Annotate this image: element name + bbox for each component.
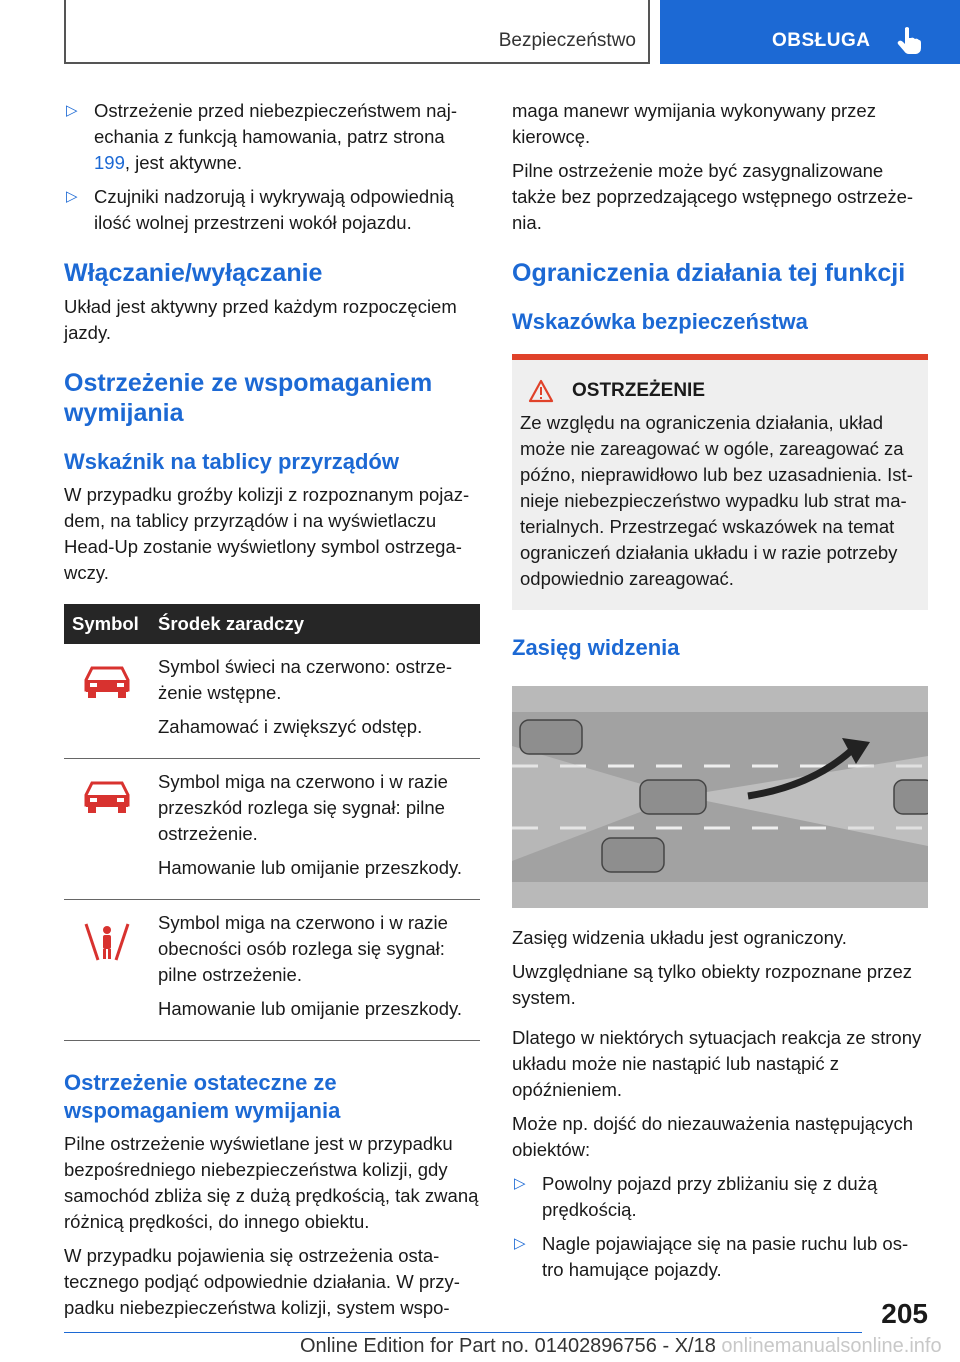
paragraph: Zasięg widzenia układu jest ograniczony.: [512, 927, 847, 948]
objects-list: [512, 1171, 928, 1283]
table-row: Symbol miga na czerwono i w razie przeszkód rozlega się sygnał: pilne ostrzeżenie. Hamowanie lub omijanie przeszkody.: [64, 759, 480, 900]
table-header-action: Środek zaradczy: [150, 604, 480, 644]
triangle-bullet-icon: ▷: [66, 188, 78, 205]
paragraph: Dlatego w niektórych sytuacjach reakcja ze strony układu może nie nastąpić lub nastąpić z opóźnieniem.: [512, 1027, 922, 1100]
heading-limits: Ograniczenia działania tej funkcji: [512, 259, 906, 287]
list-item: ▷ Ostrzeżenie przed niebezpieczeństwem naj-echania z funkcją hamowania, patrz strona 199, jest aktywne.: [66, 100, 457, 173]
heading-range: Zasięg widzenia: [512, 635, 680, 660]
warning-title: OSTRZEŻENIE: [572, 380, 706, 401]
header-rule-bottom: [64, 62, 650, 64]
paragraph: Może np. dojść do niezauważenia następujących obiektów:: [512, 1113, 914, 1160]
list-item: ▷ Nagle pojawiające się na pasie ruchu lub os-tro hamujące pojazdy.: [514, 1233, 909, 1280]
paragraph: Pilne ostrzeżenie może być zasygnalizowane także bez poprzedzającego wstępnego ostrzeże-nia.: [512, 160, 914, 233]
heading-indicator: Wskaźnik na tablicy przyrządów: [64, 449, 399, 474]
watermark: onlinemanualsonline.info: [721, 1335, 942, 1357]
page-link[interactable]: 199: [94, 152, 125, 173]
page-number: 205: [881, 1298, 928, 1329]
paragraph: Układ jest aktywny przed każdym rozpoczęciem jazdy.: [64, 296, 457, 343]
warning-text: Ze względu na ograniczenia działania, układ może nie zareagować w ogóle, zareagować za późno, nieprawidłowo lub bez uzasadnienia. Ist-nieje niebezpieczeństwo wypadku lub strat ma-terialnych. Przestrzegać wskazówek na temat ograniczeń działania układu i w razie potrzeby odpowiednio zareagować.: [520, 412, 913, 589]
heading-warning: Ostrzeżenie ze wspomaganiem wymijania: [64, 369, 433, 427]
triangle-bullet-icon: ▷: [514, 1235, 526, 1252]
header-rule-left: [64, 0, 66, 64]
tab-label: OBSŁUGA: [772, 30, 871, 51]
footer-edition: Online Edition for Part no. 01402896756 - X/18 onlinemanualsonline.info: [300, 1335, 942, 1357]
pedestrian-icon: [82, 920, 132, 964]
left-column: [64, 98, 484, 1329]
list-item: ▷ Powolny pojazd przy zbliżaniu się z dużą prędkością.: [514, 1173, 878, 1220]
warning-triangle-icon: [528, 379, 554, 403]
car-front-icon: [82, 664, 132, 700]
paragraph: Pilne ostrzeżenie wyświetlane jest w przypadku bezpośredniego niebezpieczeństwa kolizji, gdy samochód zbliża się z dużą prędkością, tak zwaną różnicą prędkości, do innego obiektu.: [64, 1133, 479, 1232]
table-row: Symbol miga na czerwono i w razie obecności osób rozlega się sygnał: pilne ostrzeżenie. Hamowanie lub omijanie przeszkody.: [64, 900, 480, 1041]
header-rule-right: [648, 0, 650, 64]
paragraph: W przypadku pojawienia się ostrzeżenia osta-tecznego podjąć odpowiednie działania. W przy-padku niebezpieczeństwa kolizji, system wspo-: [64, 1245, 460, 1318]
sensor-range-illustration: [512, 686, 928, 908]
car-front-icon: [82, 779, 132, 815]
tab-obsluga[interactable]: [660, 0, 960, 64]
symbol-table: [64, 604, 480, 1041]
intro-list: [64, 98, 484, 236]
warning-box: [512, 360, 928, 610]
heading-onoff: Włączanie/wyłączanie: [64, 259, 323, 287]
hand-pointer-icon: [896, 26, 922, 54]
triangle-bullet-icon: ▷: [66, 102, 78, 119]
paragraph: maga manewr wymijania wykonywany przez kierowcę.: [512, 100, 876, 147]
paragraph: W przypadku groźby kolizji z rozpoznanym pojaz-dem, na tablicy przyrządów i na wyświetlaczu Head-Up zostanie wyświetlony symbol ostrzega-wczy.: [64, 484, 470, 583]
footer-rule: [64, 1332, 862, 1333]
triangle-bullet-icon: ▷: [514, 1175, 526, 1192]
table-row: Symbol świeci na czerwono: ostrze-żenie wstępne. Zahamować i zwiększyć odstęp.: [64, 644, 480, 759]
right-column: [512, 98, 928, 1291]
table-header-symbol: Symbol: [64, 604, 150, 644]
heading-safety: Wskazówka bezpieczeństwa: [512, 309, 808, 334]
list-item: ▷ Czujniki nadzorują i wykrywają odpowiednią ilość wolnej przestrzeni wokół pojazdu.: [66, 186, 454, 233]
paragraph: Uwzględniane są tylko obiekty rozpoznane przez system.: [512, 961, 913, 1008]
section-title: Bezpieczeństwo: [498, 30, 636, 51]
heading-final: Ostrzeżenie ostateczne ze wspomaganiem wymijania: [64, 1070, 341, 1123]
